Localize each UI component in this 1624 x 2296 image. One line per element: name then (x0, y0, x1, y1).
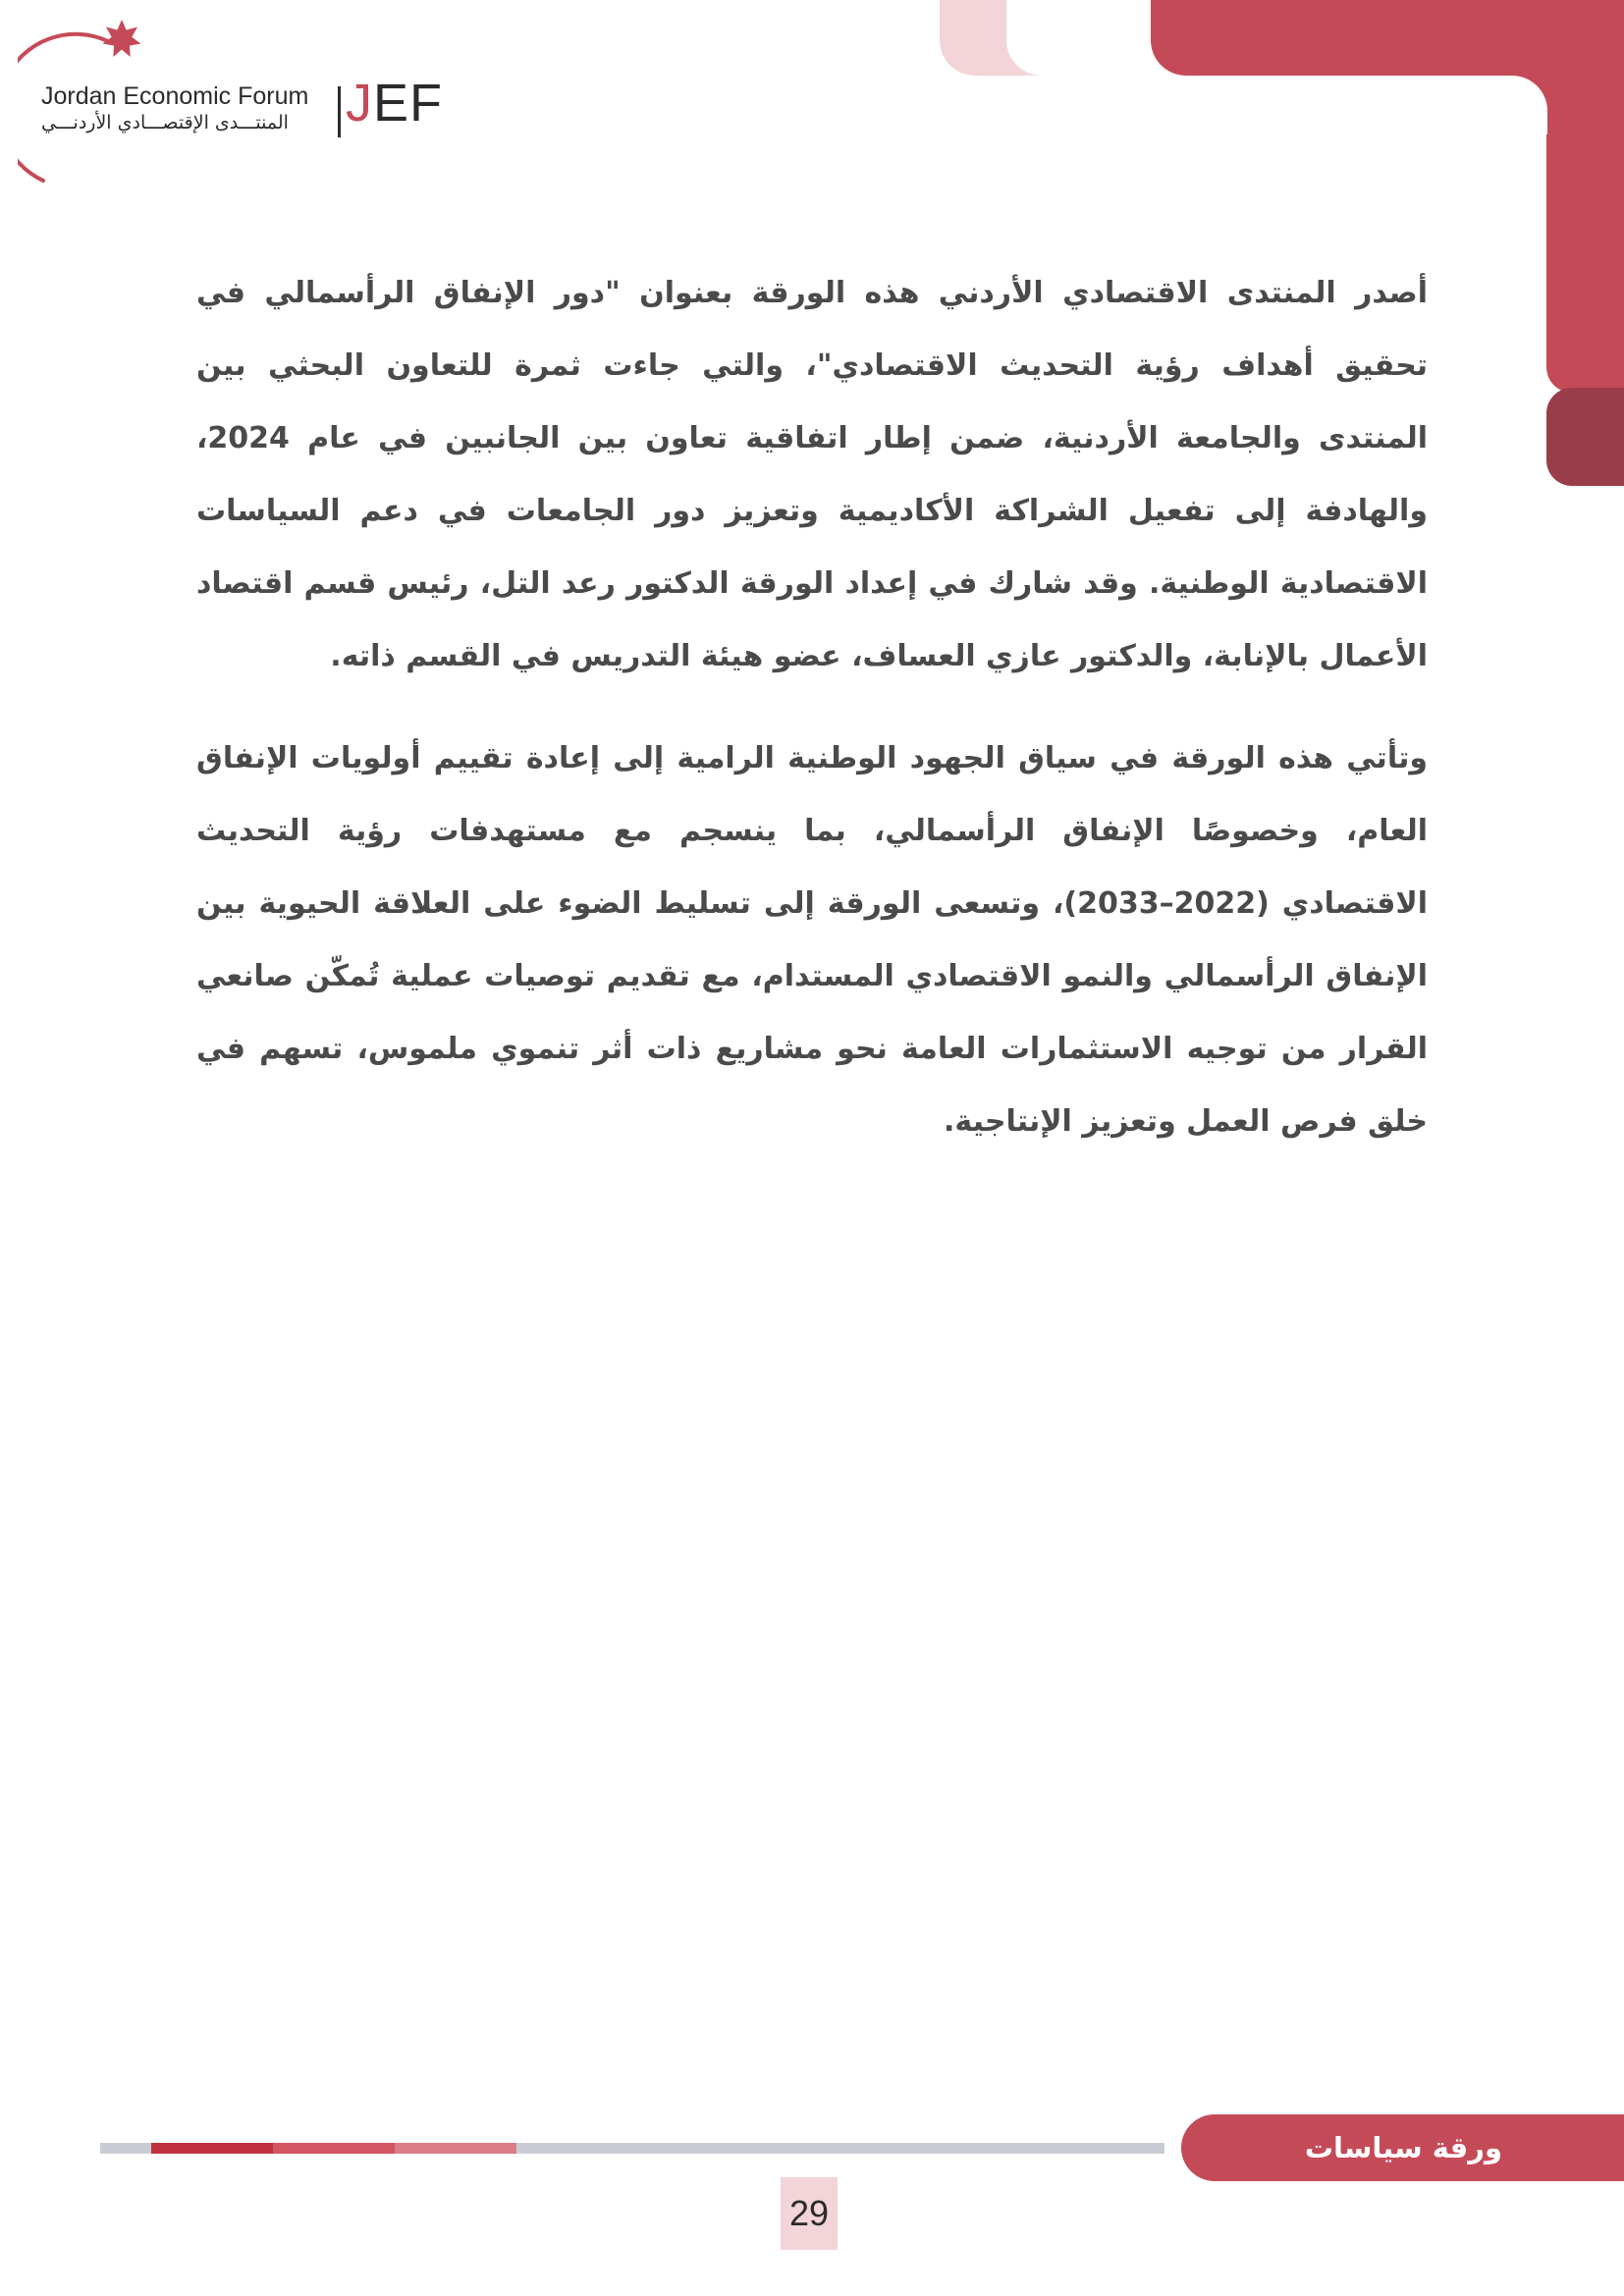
paragraph-intro: أصدر المنتدى الاقتصادي الأردني هذه الورقة بعنوان "دور الإنفاق الرأسمالي في تحقيق أهداف رؤية التحديث الاقتصادي"، والتي جاءت ثمرة للتعاون البحثي بين المنتدى والجامعة الأردنية، ضمن إطار اتفاقية تعاون بين الجانبين في عام 2024، والهادفة إلى تفعيل الشراكة الأكاديمية وتعزيز دور الجامعات في دعم السياسات الاقتصادية الوطنية. وقد شارك في إعداد الورقة الدكتور رعد التل، رئيس قسم اقتصاد الأعمال بالإنابة، والدكتور عازي العساف، عضو هيئة التدريس في القسم ذاته. (196, 276, 1428, 673)
logo-name-english: Jordan Economic Forum (41, 82, 309, 110)
seven-point-star-icon (103, 20, 141, 57)
paragraph-context: وتأتي هذه الورقة في سياق الجهود الوطنية الرامية إلى إعادة تقييم أولويات الإنفاق العام، وخصوصًا الإنفاق الرأسمالي، بما ينسجم مع مستهدفات رؤية التحديث الاقتصادي (2022–2033)، وتسعى الورقة إلى تسليط الضوء على العلاقة الحيوية بين الإنفاق الرأسمالي والنمو الاقتصادي المستدام، مع تقديم توصيات عملية تُمكّن صانعي القرار من توجيه الاستثمارات العامة نحو مشاريع ذات أثر تنموي ملموس، تسهم في خلق فرص العمل وتعزيز الإنتاجية. (196, 741, 1428, 1139)
document-body (196, 257, 1428, 1188)
side-red-column (1546, 0, 1624, 393)
page-number: 29 (781, 2177, 838, 2250)
header-white-corner (1489, 76, 1547, 134)
logo (18, 14, 444, 190)
footer-label: ورقة سياسات (1304, 2131, 1502, 2164)
logo-separator (338, 86, 341, 137)
side-dark-red-block (1546, 388, 1624, 486)
footer-segment-dark (151, 2143, 273, 2154)
logo-mark-j: J (346, 74, 373, 133)
footer-label-pill (1181, 2114, 1624, 2181)
header-pink-tab-cut (1006, 0, 1065, 76)
logo-mark-ef: EF (373, 74, 444, 133)
footer-segment-light (395, 2143, 516, 2154)
footer-segment-medium (273, 2143, 395, 2154)
logo-name-arabic: المنتـــدى الإقتصـــادي الأردنـــي (41, 112, 289, 133)
logo-mark (346, 73, 443, 133)
